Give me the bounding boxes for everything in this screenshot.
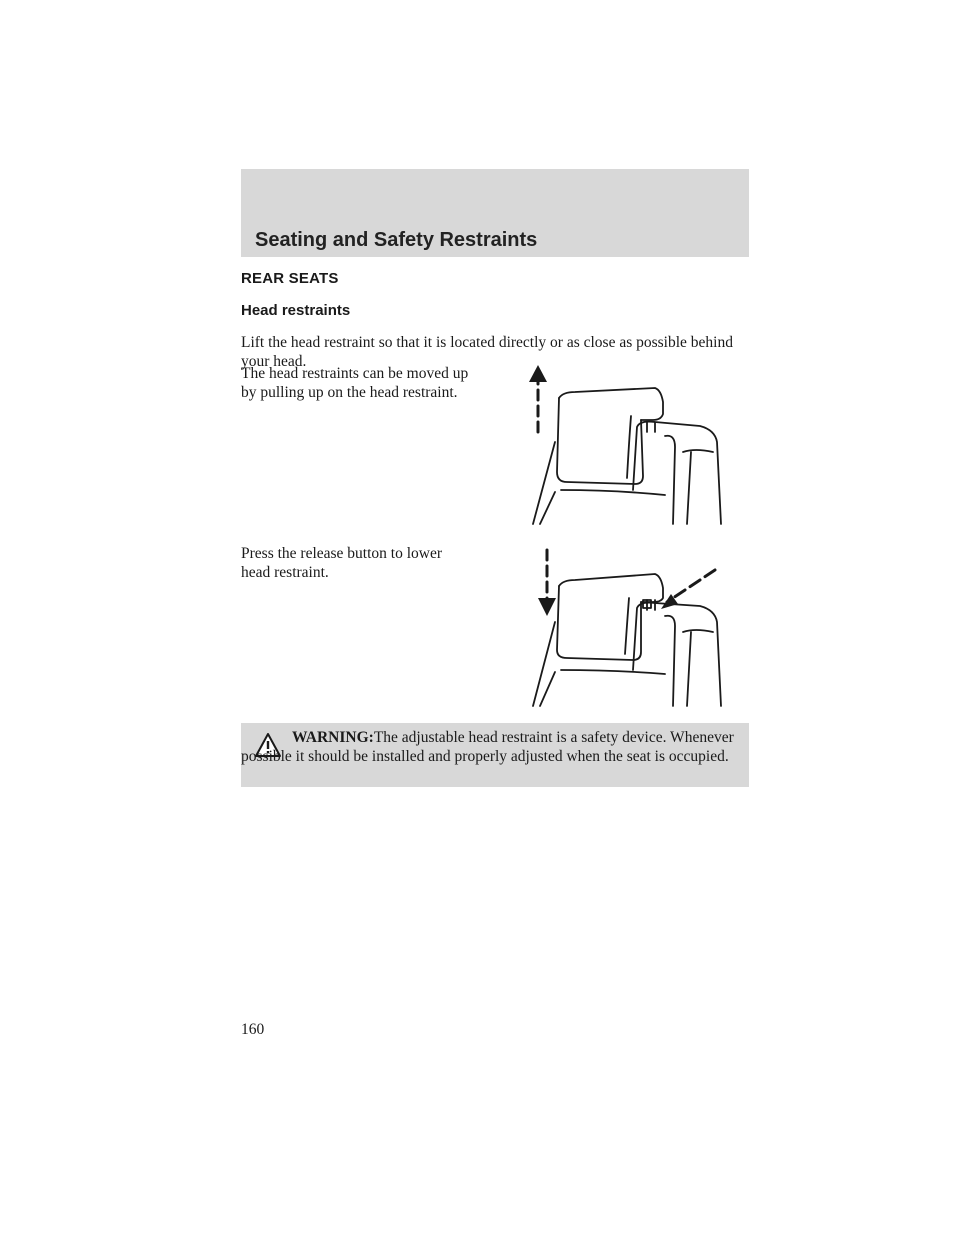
chapter-title: Seating and Safety Restraints xyxy=(255,229,538,251)
raise-instruction: The head restraints can be moved up by pulling up on the head restraint. xyxy=(241,365,469,401)
section-heading: REAR SEATS xyxy=(241,270,339,287)
sub-heading: Head restraints xyxy=(241,302,351,319)
warning-paragraph xyxy=(241,728,749,766)
lower-instruction: Press the release button to lower head restraint. xyxy=(241,545,443,581)
warning-body: The adjustable head restraint is a safety device. Whenever possible it should be installed and properly adjusted when the seat is occupied. xyxy=(241,729,734,765)
head-restraint-lower-illustration xyxy=(515,546,735,708)
head-restraint-raise-illustration xyxy=(515,362,735,528)
intro-paragraph: Lift the head restraint so that it is located directly or as close as possible behind your head. xyxy=(241,334,733,370)
warning-label: WARNING: xyxy=(292,729,374,746)
warning-box xyxy=(241,723,749,787)
page-number: 160 xyxy=(241,1021,265,1038)
chapter-header xyxy=(241,169,749,257)
